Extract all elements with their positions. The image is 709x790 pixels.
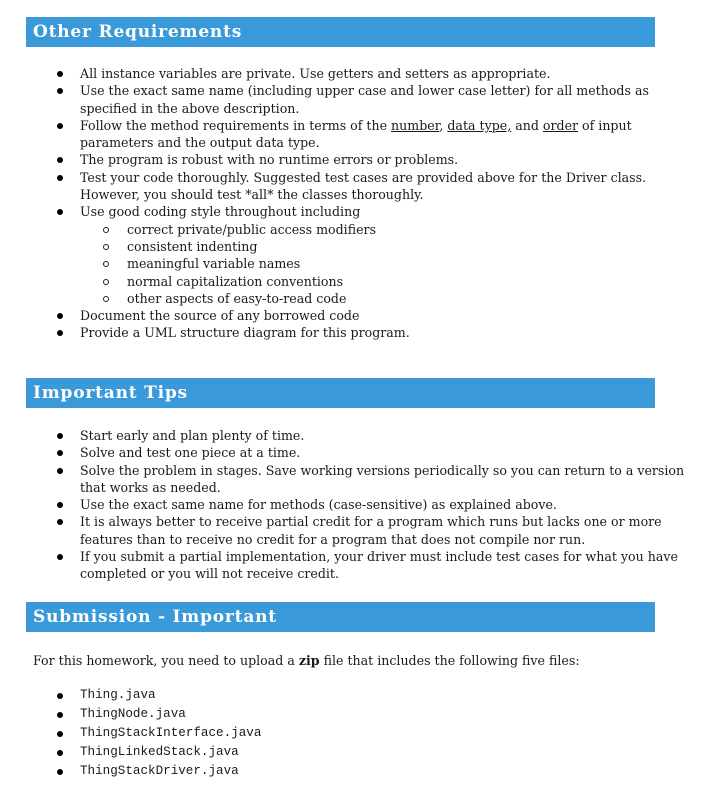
list-item: Test your code thoroughly. Suggested test cases are provided above for the Driver class. However, you should test *all* the classes thoroughly. <box>0 169 700 204</box>
bullet-icon <box>57 313 63 319</box>
list-item: Document the source of any borrowed code <box>0 307 700 324</box>
file-item: ThingStackDriver.java <box>0 762 261 781</box>
list-item: Use the exact same name (including upper case and lower case letter) for all methods as specified in the above description. <box>0 82 700 117</box>
file-item: ThingStackInterface.java <box>0 724 261 743</box>
important-tips-list <box>0 427 700 583</box>
sublist-item: other aspects of easy-to-read code <box>80 290 700 307</box>
file-item: Thing.java <box>0 686 261 705</box>
list-item: It is always better to receive partial credit for a program which runs but lacks one or more features than to receive no credit for a program that does not compile nor run. <box>0 513 700 548</box>
list-item: Use good coding style throughout including correct private/public access modifiers consistent indenting meaningful variable names normal capitalization conventions other aspects of easy-to-read code <box>0 203 700 307</box>
bullet-icon <box>57 71 63 77</box>
sublist-item: correct private/public access modifiers <box>80 221 700 238</box>
list-item: Solve the problem in stages. Save working versions periodically so you can return to a version that works as needed. <box>0 462 700 497</box>
bullet-icon <box>57 502 63 508</box>
list-item: Start early and plan plenty of time. <box>0 427 700 444</box>
bullet-icon <box>57 209 63 215</box>
underlined-term: data type, <box>447 117 512 133</box>
sublist-item: consistent indenting <box>80 238 700 255</box>
sublist-item: normal capitalization conventions <box>80 273 700 290</box>
file-item: ThingLinkedStack.java <box>0 743 261 762</box>
bullet-icon <box>57 750 63 756</box>
section-header-submission: Submission - Important <box>26 602 655 632</box>
submission-intro: For this homework, you need to upload a zip file that includes the following five files: <box>33 653 580 668</box>
submission-files-list <box>0 686 261 781</box>
list-item: Use the exact same name for methods (case-sensitive) as explained above. <box>0 496 700 513</box>
bullet-icon <box>57 731 63 737</box>
list-item: All instance variables are private. Use getters and setters as appropriate. <box>0 65 700 82</box>
bullet-icon <box>57 519 63 525</box>
section-header-other-requirements: Other Requirements <box>26 17 655 47</box>
bullet-icon <box>57 175 63 181</box>
circle-bullet-icon <box>103 296 109 302</box>
bullet-icon <box>57 433 63 439</box>
coding-style-sublist <box>80 221 700 307</box>
circle-bullet-icon <box>103 279 109 285</box>
file-item: ThingNode.java <box>0 705 261 724</box>
bullet-icon <box>57 330 63 336</box>
bullet-icon <box>57 712 63 718</box>
underlined-term: number <box>391 117 440 133</box>
list-item: Follow the method requirements in terms of the number, data type, and order of input parameters and the output data type. <box>0 117 700 152</box>
sublist-item: meaningful variable names <box>80 255 700 272</box>
bullet-icon <box>57 450 63 456</box>
bullet-icon <box>57 88 63 94</box>
list-item: Provide a UML structure diagram for this program. <box>0 324 700 341</box>
circle-bullet-icon <box>103 244 109 250</box>
bullet-icon <box>57 693 63 699</box>
list-item: If you submit a partial implementation, your driver must include test cases for what you have completed or you will not receive credit. <box>0 548 700 583</box>
bullet-icon <box>57 123 63 129</box>
list-item: The program is robust with no runtime errors or problems. <box>0 151 700 168</box>
bullet-icon <box>57 157 63 163</box>
section-header-important-tips: Important Tips <box>26 378 655 408</box>
underlined-term: order <box>542 117 579 133</box>
zip-emphasis: zip <box>298 653 320 668</box>
list-item: Solve and test one piece at a time. <box>0 444 700 461</box>
bullet-icon <box>57 769 63 775</box>
bullet-icon <box>57 468 63 474</box>
bullet-icon <box>57 554 63 560</box>
other-requirements-list <box>0 65 700 342</box>
circle-bullet-icon <box>103 261 109 267</box>
circle-bullet-icon <box>103 227 109 233</box>
